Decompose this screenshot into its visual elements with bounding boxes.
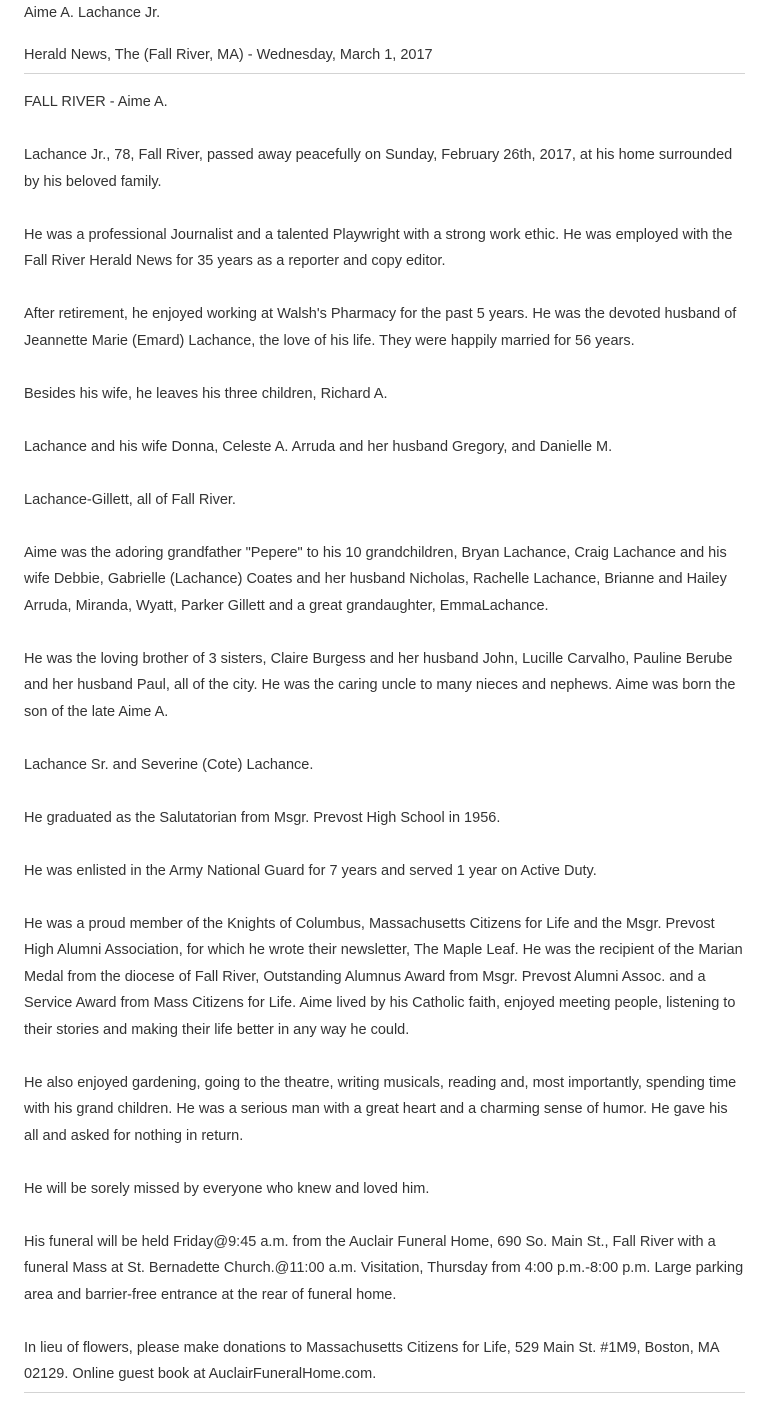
footer-divider [24,1392,745,1393]
obituary-body [24,89,745,1414]
obituary-title: Aime A. Lachance Jr. [24,5,161,21]
body-paragraph: He was the loving brother of 3 sisters, Claire Burgess and her husband John, Lucille Carvalho, Pauline Berube and her husband Paul, all of the city. He was the caring uncle to many nieces and nephews. Aime was born the son of the late Aime A. [24,650,736,720]
body-paragraph: He was a professional Journalist and a talented Playwright with a strong work ethic. He was employed with the Fall River Herald News for 35 years as a reporter and copy editor. [24,226,733,269]
body-paragraph: He also enjoyed gardening, going to the theatre, writing musicals, reading and, most importantly, spending time with his grand children. He was a serious man with a great heart and a charming sense of humor. He gave his all and asked for nothing in return. [24,1074,737,1144]
body-paragraph: Lachance Sr. and Severine (Cote) Lachance. [24,756,314,773]
body-paragraph: After retirement, he enjoyed working at Walsh's Pharmacy for the past 5 years. He was the devoted husband of Jeannette Marie (Emard) Lachance, the love of his life. They were happily married for 56 years. [24,306,737,349]
body-paragraph: His funeral will be held Friday@9:45 a.m. from the Auclair Funeral Home, 690 So. Main St., Fall River with a funeral Mass at St. Bernadette Church.@11:00 a.m. Visitation, Thursday from 4:00 p.m.-8:00 p.m. Large parking area and barrier-free entrance at the rear of funeral home. [24,1233,744,1303]
body-paragraph: Aime was the adoring grandfather "Pepere" to his 10 grandchildren, Bryan Lachance, Craig Lachance and his wife Debbie, Gabrielle (Lachance) Coates and her husband Nicholas, Rachelle Lachance, Brianne and Hailey Arruda, Miranda, Wyatt, Parker Gillett and a great grandaughter, EmmaLachance. [24,544,727,614]
body-paragraph: Lachance-Gillett, all of Fall River. [24,491,236,508]
body-paragraph: Besides his wife, he leaves his three children, Richard A. [24,385,388,402]
body-paragraph: He was enlisted in the Army National Guard for 7 years and served 1 year on Active Duty. [24,862,597,879]
body-paragraph: He was a proud member of the Knights of Columbus, Massachusetts Citizens for Life and the Msgr. Prevost High Alumni Association, for which he wrote their newsletter, The Maple Leaf. He was the recipient of the Marian Medal from the diocese of Fall River, Outstanding Alumnus Award from Msgr. Prevost Alumni Assoc. and a Service Award from Mass Citizens for Life. Aime lived by his Catholic faith, enjoyed meeting people, listening to their stories and making their life better in any way he could. [24,915,743,1038]
body-paragraph: FALL RIVER - Aime A. [24,94,168,110]
publication-source-line: Herald News, The (Fall River, MA) - Wednesday, March 1, 2017 [24,47,433,63]
body-paragraph: Lachance Jr., 78, Fall River, passed away peacefully on Sunday, February 26th, 2017, at his home surrounded by his beloved family. [24,147,733,190]
body-paragraph: Lachance and his wife Donna, Celeste A. Arruda and her husband Gregory, and Danielle M. [24,438,613,455]
header-divider [24,73,745,74]
body-paragraph: In lieu of flowers, please make donations to Massachusetts Citizens for Life, 529 Main St. #1M9, Boston, MA 02129. Online guest book at AuclairFuneralHome.com. [24,1339,719,1382]
body-paragraph: He graduated as the Salutatorian from Msgr. Prevost High School in 1956. [24,809,501,826]
body-paragraph: He will be sorely missed by everyone who knew and loved him. [24,1180,430,1197]
